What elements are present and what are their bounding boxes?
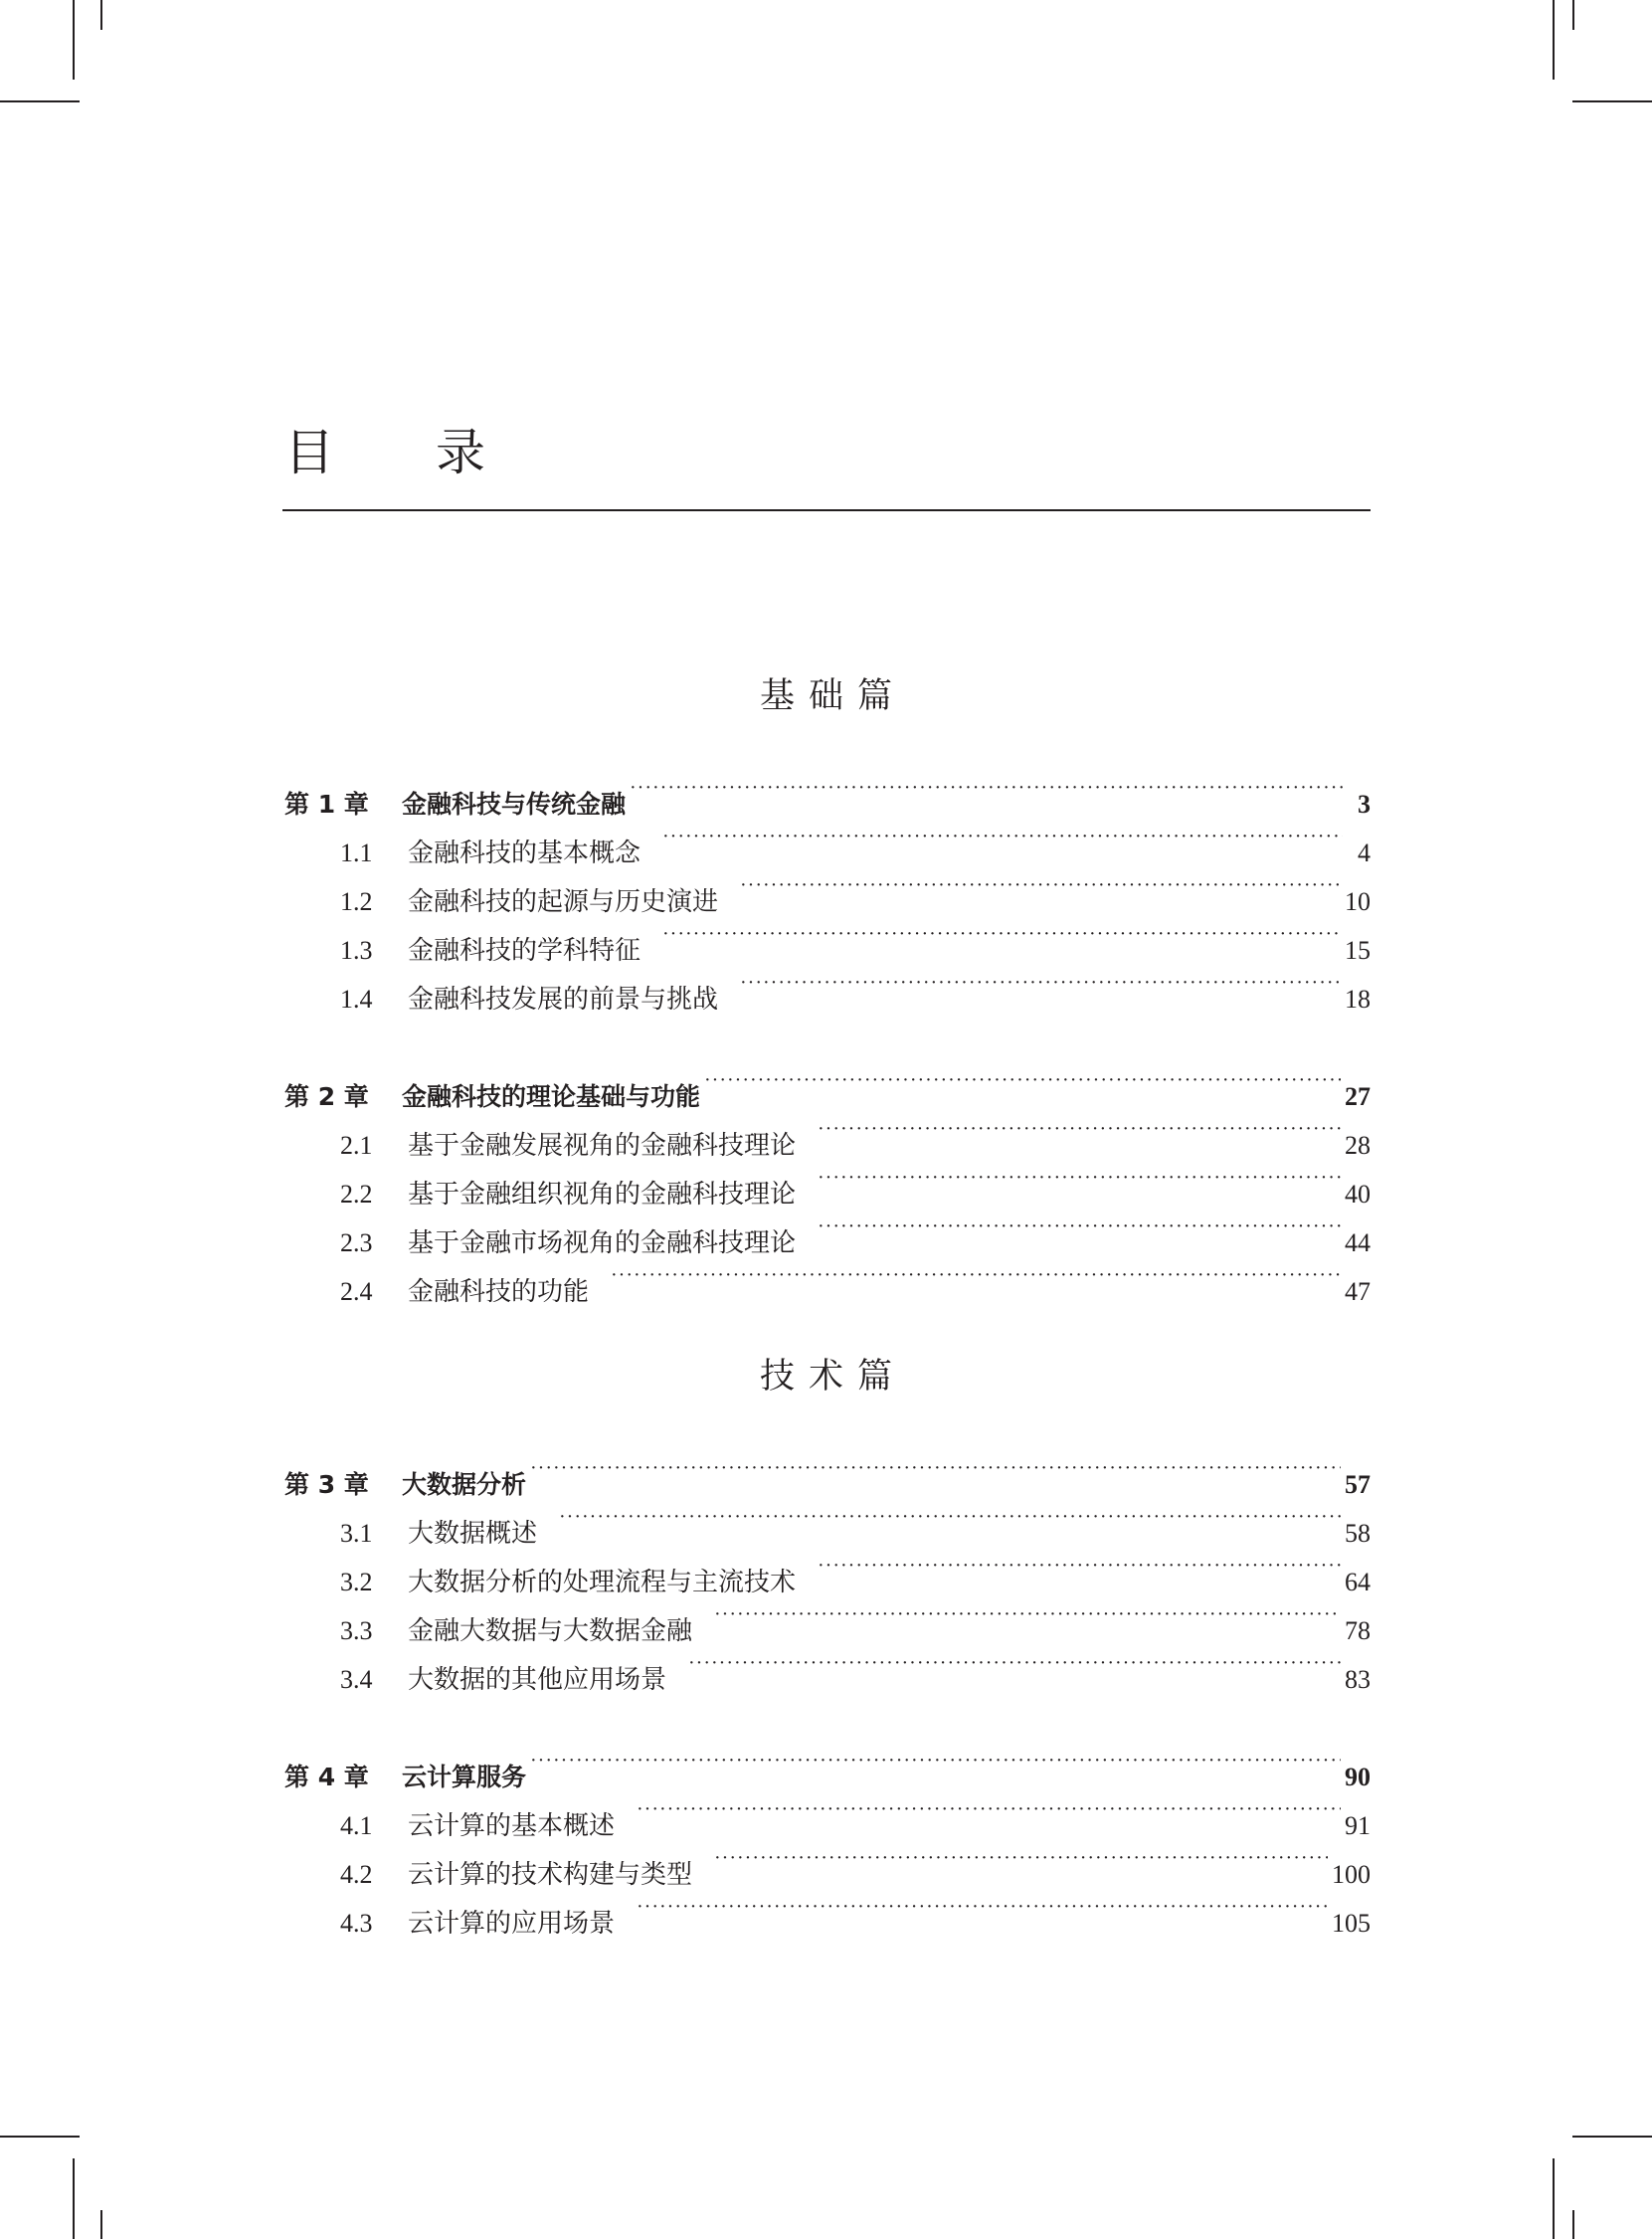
section-page: 91 [1345, 1811, 1371, 1840]
dot-leader [740, 861, 1341, 910]
dot-leader [530, 1444, 1341, 1493]
section-number: 2.4 [340, 1277, 373, 1306]
chapter-title: 金融科技的理论基础与功能 [402, 1082, 701, 1111]
section-number: 3.2 [340, 1568, 373, 1596]
dot-leader [611, 1251, 1341, 1300]
dot-leader [818, 1105, 1341, 1154]
page-title-first-char: 目 [284, 424, 336, 481]
chapter-number: 第 1 章 [284, 790, 369, 819]
section-number: 3.1 [340, 1519, 373, 1548]
dot-leader [704, 1056, 1341, 1105]
section-title: 云计算的应用场景 [408, 1909, 616, 1939]
toc-part-foundation [284, 764, 1371, 1307]
section-number: 2.2 [340, 1180, 373, 1209]
section-title: 云计算的基本概述 [408, 1811, 616, 1841]
dot-leader [559, 1493, 1341, 1542]
section-title: 基于金融发展视角的金融科技理论 [408, 1131, 797, 1161]
section-title: 金融科技发展的前景与挑战 [408, 985, 719, 1015]
toc-chapter-row[interactable] [284, 764, 1371, 819]
toc-chapter-row[interactable] [284, 1444, 1371, 1499]
section-page: 78 [1345, 1616, 1371, 1645]
section-number: 1.4 [340, 985, 373, 1014]
section-number: 3.3 [340, 1616, 373, 1645]
section-number: 4.3 [340, 1909, 373, 1938]
chapter-page: 3 [1358, 790, 1371, 819]
dot-leader [714, 1590, 1341, 1639]
dot-leader [662, 813, 1343, 861]
section-title: 金融科技的学科特征 [408, 936, 642, 966]
dot-leader [662, 910, 1341, 959]
section-title: 金融科技的功能 [408, 1277, 590, 1307]
title-rule [282, 509, 1371, 511]
section-page: 83 [1345, 1665, 1371, 1694]
chapter-number: 第 3 章 [284, 1470, 369, 1499]
section-title: 大数据分析的处理流程与主流技术 [408, 1568, 797, 1597]
part-heading-technology: 技术篇 [759, 1357, 906, 1397]
section-number: 2.1 [340, 1131, 373, 1160]
section-page: 18 [1345, 985, 1371, 1014]
section-title: 大数据的其他应用场景 [408, 1665, 667, 1695]
chapter-page: 90 [1345, 1763, 1371, 1791]
chapter-title: 大数据分析 [402, 1470, 527, 1499]
section-page: 44 [1345, 1228, 1371, 1257]
chapter-page: 27 [1345, 1082, 1371, 1111]
dot-leader [530, 1737, 1341, 1785]
dot-leader [688, 1639, 1341, 1688]
toc-chapter-row[interactable] [284, 1056, 1371, 1111]
section-title: 云计算的技术构建与类型 [408, 1860, 693, 1890]
section-page: 58 [1345, 1519, 1371, 1548]
section-title: 金融科技的基本概念 [408, 839, 642, 868]
dot-leader [818, 1203, 1341, 1251]
chapter-page: 57 [1345, 1470, 1371, 1499]
dot-leader [637, 1883, 1328, 1932]
section-number: 4.2 [340, 1860, 373, 1889]
section-number: 2.3 [340, 1228, 373, 1257]
section-number: 4.1 [340, 1811, 373, 1840]
dot-leader [818, 1542, 1341, 1590]
section-page: 10 [1345, 887, 1371, 916]
section-title: 基于金融组织视角的金融科技理论 [408, 1180, 797, 1210]
chapter-number: 第 4 章 [284, 1763, 369, 1791]
section-number: 3.4 [340, 1665, 373, 1694]
section-title: 基于金融市场视角的金融科技理论 [408, 1228, 797, 1258]
section-page: 4 [1358, 839, 1371, 867]
section-number: 1.3 [340, 936, 373, 965]
part-heading-foundation: 基础篇 [759, 676, 906, 716]
section-title: 金融科技的起源与历史演进 [408, 887, 719, 917]
section-title: 大数据概述 [408, 1519, 538, 1549]
section-page: 105 [1332, 1909, 1371, 1938]
section-number: 1.1 [340, 839, 373, 867]
chapter-title: 云计算服务 [402, 1763, 527, 1791]
section-page: 40 [1345, 1180, 1371, 1209]
section-number: 1.2 [340, 887, 373, 916]
toc-part-technology [284, 1444, 1371, 1939]
dot-leader [637, 1785, 1341, 1834]
section-page: 15 [1345, 936, 1371, 965]
chapter-title: 金融科技与传统金融 [402, 790, 627, 819]
section-page: 47 [1345, 1277, 1371, 1306]
toc-chapter-row[interactable] [284, 1737, 1371, 1791]
section-title: 金融大数据与大数据金融 [408, 1616, 693, 1646]
section-page: 100 [1332, 1860, 1371, 1889]
dot-leader [630, 764, 1343, 813]
section-page: 64 [1345, 1568, 1371, 1596]
page-title-second-char: 录 [436, 424, 487, 481]
page-title [284, 424, 487, 481]
chapter-number: 第 2 章 [284, 1082, 369, 1111]
dot-leader [818, 1154, 1341, 1203]
dot-leader [740, 959, 1341, 1008]
section-page: 28 [1345, 1131, 1371, 1160]
dot-leader [714, 1834, 1328, 1883]
